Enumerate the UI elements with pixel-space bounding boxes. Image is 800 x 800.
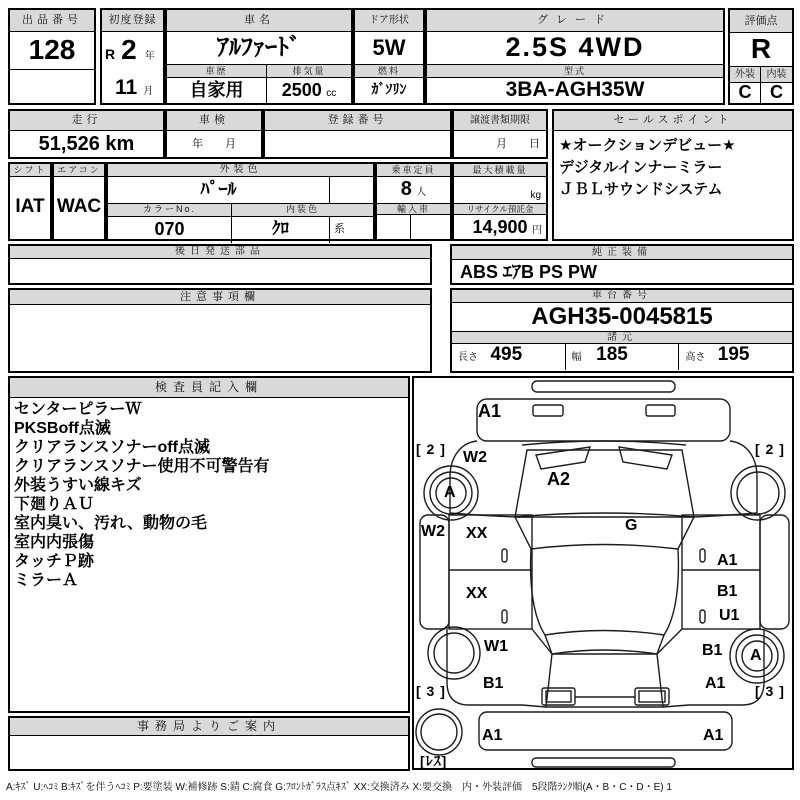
aircon-box (52, 162, 106, 241)
diagram-bracket-left-2: [ 2 ] (416, 441, 446, 457)
transfer-deadline-box (452, 109, 548, 159)
interior-color-suffix: 系 (329, 217, 373, 243)
score-value: R (750, 33, 772, 64)
inspector-note-line: クリアランスソナー使用不可警告有 (14, 458, 270, 475)
grade-value: 2.5S 4WD (505, 32, 645, 62)
diagram-label-rear-right-door-lower: U1 (719, 607, 740, 624)
diagram-label-rear-left-door: XX (466, 585, 488, 602)
equipment-value: ABS ｴｱB PS PW (460, 262, 598, 282)
capacity-unit: 人 (416, 187, 427, 198)
legend-line: A:ｷｽﾞ U:ﾍｺﾐ B:ｷｽﾞを伴うﾍｺﾐ P:要塗装 W:補修跡 S:錆 C:腐食 G:ﾌﾛﾝﾄｶﾞﾗｽ点ｷｽﾞ XX:交換済み X:要交換 内・外装評価 5段階ﾗﾝｸ順(A・B・C・D・E) 1 (6, 782, 672, 793)
front-right-wheel (731, 466, 785, 520)
color-block-box (106, 162, 375, 241)
month-unit: 月 (143, 86, 154, 97)
car-name-value: ｱﾙﾌｧｰﾄﾞ (217, 34, 301, 61)
width-value: 185 (596, 344, 628, 365)
first-registration-header: 初度登録 (102, 10, 163, 32)
fuel-header: 燃料 (355, 65, 423, 78)
diagram-label-rear-bumper-right: A1 (703, 727, 724, 744)
chassis-value: AGH35-0045815 (531, 303, 713, 330)
diagram-label-rear-left-wheel-area: W1 (484, 638, 508, 655)
equipment-box (450, 244, 794, 285)
inspector-note-line: 室内臭い、汚れ、動物の毛 (14, 515, 207, 532)
door-shape-header: ドア形状 (355, 10, 423, 32)
model-code-header: 型式 (427, 65, 723, 78)
diagram-label-left-sill: W2 (421, 523, 445, 540)
roof (531, 549, 679, 635)
sales-point-line: ＪＢＬサウンドシステム (559, 181, 723, 198)
fuel-value: ｶﾞｿﾘﾝ (371, 81, 407, 97)
height-label: 高さ (685, 352, 706, 363)
equipment-header: 純正装備 (452, 246, 792, 260)
diagram-label-front-right-door: A1 (717, 552, 738, 569)
exterior-grade-value: C (738, 83, 752, 102)
inspector-notes-header: 検査員記入欄 (10, 378, 408, 398)
interior-grade-value: C (770, 83, 783, 102)
rear-bumper (479, 712, 732, 767)
recycle-header: リサイクル預託金 (454, 203, 546, 215)
load-recycle-box (452, 162, 548, 241)
capacity-box (375, 162, 452, 241)
diagram-bracket-right-3: [ 3 ] (755, 683, 785, 699)
inspector-note-line: タッチＰ跡 (14, 553, 95, 570)
transfer-deadline-header: 譲渡書類期限 (454, 111, 546, 131)
era-value: R (105, 46, 116, 62)
later-parts-header: 後日発送部品 (10, 246, 430, 259)
dims-header: 諸元 (452, 331, 792, 344)
left-doors (449, 515, 532, 629)
history-header: 車歴 (167, 65, 266, 78)
height-value: 195 (717, 344, 750, 365)
year-unit: 年 (144, 51, 155, 62)
inspector-note-line: センターピラーＷ (14, 401, 142, 418)
shift-box (8, 162, 52, 241)
mileage-header: 走行 (10, 111, 163, 131)
diagram-label-front-left-door: XX (466, 525, 488, 542)
car-name-header: 車名 (167, 10, 351, 32)
shaken-header: 車検 (167, 111, 261, 131)
rear-window (545, 631, 664, 655)
inspector-note-line: 外装うすい線キズ (14, 477, 142, 494)
sales-point-line: デジタルインナーミラー (559, 159, 723, 176)
lot-number-header: 出品番号 (10, 10, 94, 32)
first-registration-box (100, 8, 165, 105)
lot-number-empty-cell (10, 69, 94, 104)
exterior-grade-header: 外装 (730, 67, 760, 83)
score-header: 評価点 (730, 10, 792, 33)
length-label: 長さ (458, 352, 478, 363)
diagram-label-rear-left-quarter: B1 (483, 675, 504, 692)
diagram-label-rear-right-door: B1 (717, 583, 738, 600)
transfer-deadline-value: 月 日 (496, 138, 540, 150)
recycle-value: 14,900 (472, 217, 528, 237)
exterior-color-value: ﾊﾟｰﾙ (200, 179, 237, 199)
diagram-label-windshield: G (625, 517, 638, 534)
chassis-header: 車台番号 (452, 290, 792, 303)
first-registration-year-row (102, 32, 163, 76)
diagram-label-spare-tire-less: [ﾚｽ] (420, 753, 448, 769)
inspector-note-line: ミラーＡ (14, 572, 79, 589)
month-value: 11 (115, 76, 138, 99)
shift-value: IAT (15, 196, 45, 217)
grade-header: グレード (427, 10, 723, 32)
import-cell-right (411, 215, 450, 239)
interior-color-value: ｸﾛ (272, 219, 289, 238)
displacement-unit: cc (326, 88, 337, 99)
aircon-header: エアコン (54, 164, 104, 177)
windshield (515, 513, 694, 549)
mileage-value: 51,526 km (38, 133, 135, 155)
max-load-unit: kg (530, 190, 541, 201)
car-diagram (414, 378, 792, 768)
office-info-box (8, 716, 410, 771)
registration-number-box (263, 109, 452, 159)
model-code-value: 3BA-AGH35W (505, 78, 645, 101)
sales-points-header: セールスポイント (554, 111, 792, 131)
capacity-value: 8 (400, 178, 412, 200)
diagram-label-rear-right-quarter-upper: B1 (702, 642, 723, 659)
exterior-color-header: 外装色 (108, 164, 373, 177)
door-shape-box (353, 8, 425, 105)
diagram-label-front-left-fender: W2 (463, 449, 487, 466)
sales-point-line: ★オークションデビュー★ (559, 137, 736, 154)
grade-box (425, 8, 725, 105)
aircon-value: WAC (56, 196, 102, 217)
front-panel (477, 399, 730, 441)
exterior-color-empty-cell (329, 177, 373, 203)
chassis-box (450, 288, 794, 373)
shift-header: シフト (10, 164, 50, 177)
diagram-label-front-panel: A1 (478, 401, 502, 421)
displacement-header: 排気量 (267, 65, 351, 78)
inspector-note-line: 下廻りＡＵ (14, 496, 95, 513)
inspector-note-line: PKSBoff点滅 (14, 420, 111, 437)
registration-number-header: 登録番号 (265, 111, 450, 131)
caution-notes-header: 注意事項欄 (10, 290, 430, 305)
inspector-note-line: クリアランスソナーoff点滅 (14, 439, 210, 456)
door-shape-value: 5W (372, 35, 406, 60)
diagram-bracket-right-2: [ 2 ] (755, 441, 785, 457)
diagram-label-front-left-wheel: A (444, 484, 456, 501)
damage-diagram-box (412, 376, 794, 770)
diagram-label-rear-bumper-left: A1 (482, 727, 503, 744)
caution-notes-box (8, 288, 432, 373)
later-parts-box (8, 244, 432, 285)
diagram-label-rear-right-wheel: A (750, 647, 762, 664)
front-fenders (450, 441, 757, 517)
pillar-lines (515, 517, 694, 654)
import-header: 輸入車 (377, 203, 450, 215)
history-value: 自家用 (189, 80, 244, 100)
score-box (728, 8, 794, 105)
year-value: 2 (121, 34, 137, 65)
first-registration-month-row (102, 76, 163, 105)
max-load-header: 最大積載量 (454, 164, 546, 177)
lot-number-box (8, 8, 96, 105)
hood (515, 441, 694, 517)
diagram-label-hood: A2 (547, 469, 571, 489)
lot-number-value: 128 (28, 34, 76, 65)
inspector-notes-box (8, 376, 410, 713)
color-no-value: 070 (108, 217, 232, 243)
sales-points-box (552, 109, 794, 241)
color-no-header: カラーNo. (108, 204, 232, 216)
diagram-label-rear-right-quarter: A1 (705, 675, 726, 692)
length-value: 495 (490, 344, 523, 365)
width-label: 幅 (571, 352, 582, 363)
import-cell-left (377, 215, 411, 239)
capacity-header: 乗車定員 (377, 164, 450, 177)
mileage-box (8, 109, 165, 159)
diagram-bracket-left-3: [ 3 ] (416, 683, 446, 699)
inspector-note-line: 室内内張傷 (14, 534, 95, 551)
shaken-box (165, 109, 263, 159)
shaken-value: 年 月 (192, 138, 236, 150)
displacement-value: 2500 (281, 80, 322, 100)
front-bumper-bar (532, 381, 675, 392)
interior-grade-header: 内装 (761, 67, 792, 83)
spare-tire (416, 709, 462, 755)
rear-hatch (542, 654, 669, 707)
interior-color-header: 内装色 (232, 204, 373, 216)
car-name-box (165, 8, 353, 105)
rear-left-wheel (428, 627, 480, 679)
recycle-unit: 円 (532, 225, 542, 236)
office-info-header: 事務局よりご案内 (10, 718, 408, 736)
